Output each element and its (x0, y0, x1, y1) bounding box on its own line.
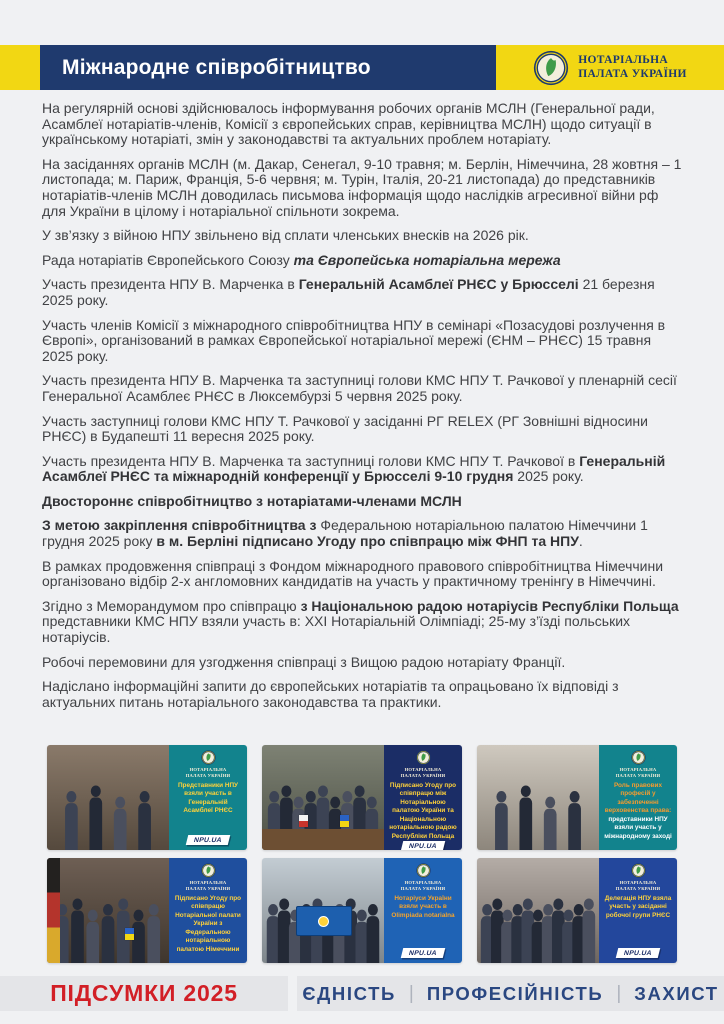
npu-ua-badge: NPU.UA (401, 948, 445, 958)
npu-emblem-icon (631, 750, 646, 765)
footer-motto-block (297, 976, 724, 1011)
body-text (42, 101, 684, 719)
npu-emblem-icon (631, 863, 646, 878)
wooden-table (262, 829, 384, 850)
npu-emblem-icon (201, 750, 216, 765)
paragraph: Участь членів Комісії з міжнародного співробітництва НПУ в семінарі «Позасудові розлучення в Європі», організований в рамках Європейської нотаріальної мережі (ЄНМ – РНЄС) 15 травня 2025 року. (42, 316, 666, 364)
org-name-line1: НОТАРІАЛЬНА (578, 53, 669, 66)
org-name (578, 54, 687, 81)
npu-emblem-icon (201, 750, 216, 765)
paragraph: Двостороннє співробітництво з нотаріатами-членами МСЛН (42, 492, 462, 509)
photo-card (477, 858, 677, 963)
section-title-banner (40, 45, 496, 90)
photo-caption: Роль правових професій у забезпеченні верховенства права: представники НПУ взяли участь у міжнародному заході (604, 782, 672, 840)
photo-caption: Підписано Угоду про співпрацю Нотаріальної палати України з Федеральною нотаріальною палатою Німеччини (174, 895, 242, 953)
photo-caption-panel (384, 858, 462, 963)
photo-caption: Підписано Угоду про співпрацю між Нотаріальною палатою України та Національною нотаріальною радою Республіки Польща (389, 782, 457, 840)
photo-caption-panel (599, 745, 677, 850)
group-photo (47, 858, 169, 963)
team-banner (296, 906, 352, 935)
footer-separator: | (408, 982, 414, 1004)
org-logo-block (496, 45, 724, 90)
npu-emblem-icon (201, 863, 216, 878)
photo-caption-panel (169, 858, 247, 963)
germany-flag-backdrop (47, 858, 60, 963)
group-photo (262, 858, 384, 963)
photo-card (47, 745, 247, 850)
page-title: Міжнародне співробітництво (62, 55, 371, 79)
paragraph: Надіслано інформаційні запити до європейських нотаріатів та опрацьовано їх відповіді з актуальних питань нотаріального законодавства та практики. (42, 678, 619, 710)
npu-emblem-icon (631, 750, 646, 765)
npu-emblem-icon (416, 863, 431, 878)
ukraine-flag-icon (340, 815, 349, 827)
npu-emblem-icon (416, 750, 431, 765)
npu-ua-badge: NPU.UA (401, 841, 445, 850)
photo-card (47, 858, 247, 963)
paragraph: У зв’язку з війною НПУ звільнено від сплати членських внесків на 2026 рік. (42, 227, 529, 244)
footer-motto-item: ЄДНІСТЬ (302, 982, 396, 1004)
footer-results-block (0, 976, 288, 1011)
org-name: НОТАРІАЛЬНА ПАЛАТА УКРАЇНИ (185, 880, 231, 891)
photo-caption-panel (599, 858, 677, 963)
paragraph: Участь президента НПУ В. Марченка в Генеральній Асамблеї РНЄС у Брюсселі 21 березня 2025 року. (42, 276, 655, 308)
paragraph: Згідно з Меморандумом про співпрацю з Національною радою нотаріусів Республіки Польща представники КМС НПУ взяли участь в: XXI Нотаріальній Олімпіаді; 25-му з’їзді польських нотаріусів. (42, 597, 679, 646)
photo-caption: Нотаріуси України взяли участь в Olimpiada notarialna (391, 895, 455, 919)
paragraph: На регулярній основі здійснювалось інформування робочих органів МСЛН (Генеральної ради, Асамблеї нотаріатів-членів, Комісії з європейських справ, керівництва МСЛН) щодо ситуації в українському нотаріаті, змін у законодавстві та актуальних проблем нотаріату. (42, 100, 655, 148)
poland-flag-icon (299, 815, 308, 827)
photo-card (262, 745, 462, 850)
paragraph: Участь президента НПУ В. Марченка та заступниці голови КМС НПУ Т. Рачкової у пленарній сесії Генеральної Асамблеє РНЄС в Люксембурзі 5 червня 2025 року. (42, 372, 677, 404)
group-photo (262, 745, 384, 850)
group-photo (47, 745, 169, 850)
photo-caption-panel (169, 745, 247, 850)
npu-ua-badge: NPU.UA (186, 835, 230, 845)
paragraph: Рада нотаріатів Європейського Союзу та Європейська нотаріальна мережа (42, 251, 561, 268)
npu-emblem-icon (533, 50, 569, 86)
footer-motto-item: ЗАХИСТ (634, 982, 719, 1004)
paragraph: Участь президента НПУ В. Марченка та заступниці голови КМС НПУ Т. Рачкової в Генеральній Асамблеї РНЄС та міжнародній конференції у Брюсселі 9-10 грудня 2025 року. (42, 452, 666, 485)
footer-motto-item: ПРОФЕСІЙНІСТЬ (426, 982, 604, 1004)
photo-caption-panel (384, 745, 462, 850)
people-silhouettes (477, 879, 599, 963)
paragraph: З метою закріплення співробітництва з Федеральною нотаріальною палатою Німеччини 1 грудня 2025 року в м. Берліні підписано Угоду про співпрацю між ФНП та НПУ. (42, 517, 648, 550)
photo-card (262, 858, 462, 963)
org-name-line2: ПАЛАТА УКРАЇНИ (578, 67, 687, 80)
npu-emblem-icon (416, 863, 431, 878)
people-silhouettes (47, 766, 169, 850)
org-name: НОТАРІАЛЬНА ПАЛАТА УКРАЇНИ (615, 880, 661, 891)
ukraine-flag-icon (125, 928, 134, 940)
page-footer (0, 976, 724, 1011)
footer-results-label: ПІДСУМКИ 2025 (50, 980, 238, 1006)
npu-emblem-icon (631, 863, 646, 878)
people-silhouettes (47, 879, 169, 963)
photo-caption: Представники НПУ взяли участь в Генеральній Асамблеї РНЄС (177, 782, 239, 815)
group-photo (477, 858, 599, 963)
people-silhouettes (477, 766, 599, 850)
footer-separator: | (616, 982, 622, 1004)
photo-card (477, 745, 677, 850)
group-photo (477, 745, 599, 850)
header-yellow-accent (0, 45, 40, 90)
photo-grid (47, 745, 677, 963)
npu-emblem-icon (201, 863, 216, 878)
npu-emblem-icon (416, 750, 431, 765)
org-name: НОТАРІАЛЬНА ПАЛАТА УКРАЇНИ (185, 767, 231, 778)
npu-emblem-icon (533, 50, 569, 86)
org-name: НОТАРІАЛЬНА ПАЛАТА УКРАЇНИ (400, 880, 446, 891)
page-header (0, 45, 724, 90)
photo-caption: Делегація НПУ взяла участь у засіданні робочої групи РНЄС (604, 895, 672, 919)
npu-ua-badge: NPU.UA (616, 948, 660, 958)
paragraph: Участь заступниці голови КМС НПУ Т. Рачкової у засіданні РГ RELEX (РГ Зовнішні відносини РНЄС) в Будапешті 11 вересня 2025 року. (42, 412, 648, 445)
paragraph: В рамках продовження співпраці з Фондом міжнародного правового співробітництва Німеччини організовано відбір 2-х англомовних кандидатів на участь у практичному тренінгу в Німеччині. (42, 557, 664, 590)
org-name: НОТАРІАЛЬНА ПАЛАТА УКРАЇНИ (400, 767, 446, 778)
org-name: НОТАРІАЛЬНА ПАЛАТА УКРАЇНИ (615, 767, 661, 778)
paragraph: Робочі перемовини для узгодження співпраці з Вищою радою нотаріату Франції. (42, 653, 566, 670)
paragraph: На засіданнях органів МСЛН (м. Дакар, Сенегал, 9-10 травня; м. Берлін, Німеччина, 28 жовтня – 1 листопада; м. Париж, Франція, 5-6 червня; м. Турін, Італія, 20-21 листопада) до представників нотаріатів-членів МСЛН доводилась письмова інформація щодо наслідків агресивної війни рф для України в цілому і нотаріальної спільноти зокрема. (42, 155, 682, 219)
